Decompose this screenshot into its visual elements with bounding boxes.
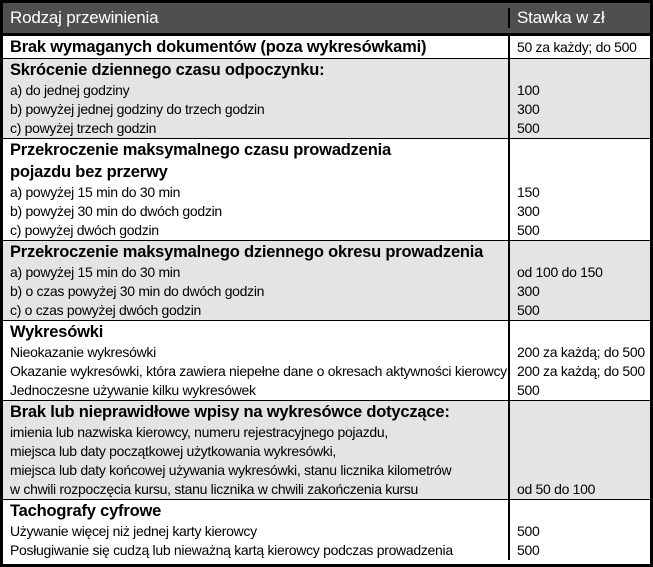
table-row [3,321,650,343]
table-row [3,81,650,100]
table-row [3,500,650,522]
section-przekroczenie-dziennego-okresu [3,240,650,320]
rate-value [508,401,650,423]
rate-value [508,442,650,461]
offense-text: a) powyżej 15 min do 30 min [10,184,181,200]
table-row [3,423,650,442]
table-row [3,301,650,320]
table-row [3,282,650,301]
table-row [3,263,650,282]
table-row [3,161,650,183]
rate-value [508,241,650,263]
section-wykresowki [3,320,650,400]
rate-value: od 50 do 100 [508,480,650,499]
offense-text: Wykresówki [10,323,104,341]
offense-text: a) powyżej 15 min do 30 min [10,264,181,280]
rate-value: 500 [508,301,650,320]
offense-text: Brak lub nieprawidłowe wpisy na wykresówce dotyczące: [10,403,450,421]
rate-value: 150 [508,183,650,202]
table-row [3,362,650,381]
table-row [3,139,650,161]
rate-value: 300 [508,100,650,119]
table-row [3,241,650,263]
table-header-row [3,3,650,36]
offense-text: miejsca lub daty końcowej używania wykresówki, stanu licznika kilometrów [10,462,452,478]
rate-value [508,500,650,522]
section-tachografy-cyfrowe [3,499,650,562]
offense-text: Skrócenie dziennego czasu odpoczynku: [10,61,325,79]
section-przekroczenie-czasu-bez-przerwy [3,138,650,240]
offense-text: Brak wymaganych dokumentów (poza wykresówkami) [10,38,427,56]
rate-value: 500 [508,381,650,400]
table-row [3,183,650,202]
offense-text: Posługiwanie się cudzą lub nieważną kartą kierowcy podczas prowadzenia [10,542,453,558]
section-nieprawidlowe-wpisy [3,400,650,499]
rate-value: 50 za każdy; do 500 [508,36,650,58]
offense-text: c) o czas powyżej dwóch godzin [10,302,201,318]
table-row [3,522,650,541]
table-row [3,59,650,81]
table-row [3,100,650,119]
rate-value [508,423,650,442]
rate-value [508,461,650,480]
offense-text: miejsca lub daty początkowej użytkowania wykresówki, [10,443,336,459]
offense-text: c) powyżej dwóch godzin [10,222,159,238]
rate-value [508,59,650,81]
header-rate-column: Stawka w zł [508,8,650,28]
offense-text: Przekroczenie maksymalnego czasu prowadzenia [10,141,391,159]
table-row [3,381,650,400]
offense-text: b) o czas powyżej 30 min do dwóch godzin [10,283,265,299]
table-row [3,442,650,461]
offense-text: Nieokazanie wykresówki [10,344,156,360]
rate-value [508,161,650,183]
table-row [3,202,650,221]
rate-value: 300 [508,202,650,221]
offense-text: Tachografy cyfrowe [10,502,162,520]
table-row [3,461,650,480]
rate-value: 100 [508,81,650,100]
section-brak-dokumentow [3,36,650,58]
rate-value: 200 za każdą; do 500 [508,362,650,381]
offense-text: Jednoczesne używanie kilku wykresówek [10,382,256,398]
offense-text: a) do jednej godziny [10,82,130,98]
rate-value: 500 [508,541,650,560]
section-skrocenie-odpoczynku [3,58,650,138]
table-row [3,480,650,499]
rate-value: 200 za każdą; do 500 [508,343,650,362]
rate-value: od 100 do 150 [508,263,650,282]
table-row [3,221,650,240]
table-row [3,541,650,560]
offense-text: w chwili rozpoczęcia kursu, stanu licznika w chwili zakończenia kursu [10,481,419,497]
table-row [3,401,650,423]
table-row [3,119,650,138]
offense-text: Używanie więcej niż jednej karty kierowcy [10,523,257,539]
offense-text: b) powyżej jednej godziny do trzech godzin [10,101,265,117]
rate-value: 500 [508,221,650,240]
rate-value: 500 [508,119,650,138]
header-offense-column: Rodzaj przewinienia [10,8,159,27]
rate-value: 500 [508,522,650,541]
rate-value [508,139,650,161]
offense-text: Przekroczenie maksymalnego dziennego okresu prowadzenia [10,243,484,261]
offense-text: c) powyżej trzech godzin [10,120,157,136]
rate-value: 300 [508,282,650,301]
table-row [3,343,650,362]
offense-text: Okazanie wykresówki, która zawiera niepełne dane o okresach aktywności kierowcy [10,363,507,379]
table-row [3,36,650,58]
offense-text: pojazdu bez przerwy [10,163,168,181]
offense-text: imienia lub nazwiska kierowcy, numeru rejestracyjnego pojazdu, [10,424,388,440]
rate-value [508,321,650,343]
offense-text: b) powyżej 30 min do dwóch godzin [10,203,222,219]
